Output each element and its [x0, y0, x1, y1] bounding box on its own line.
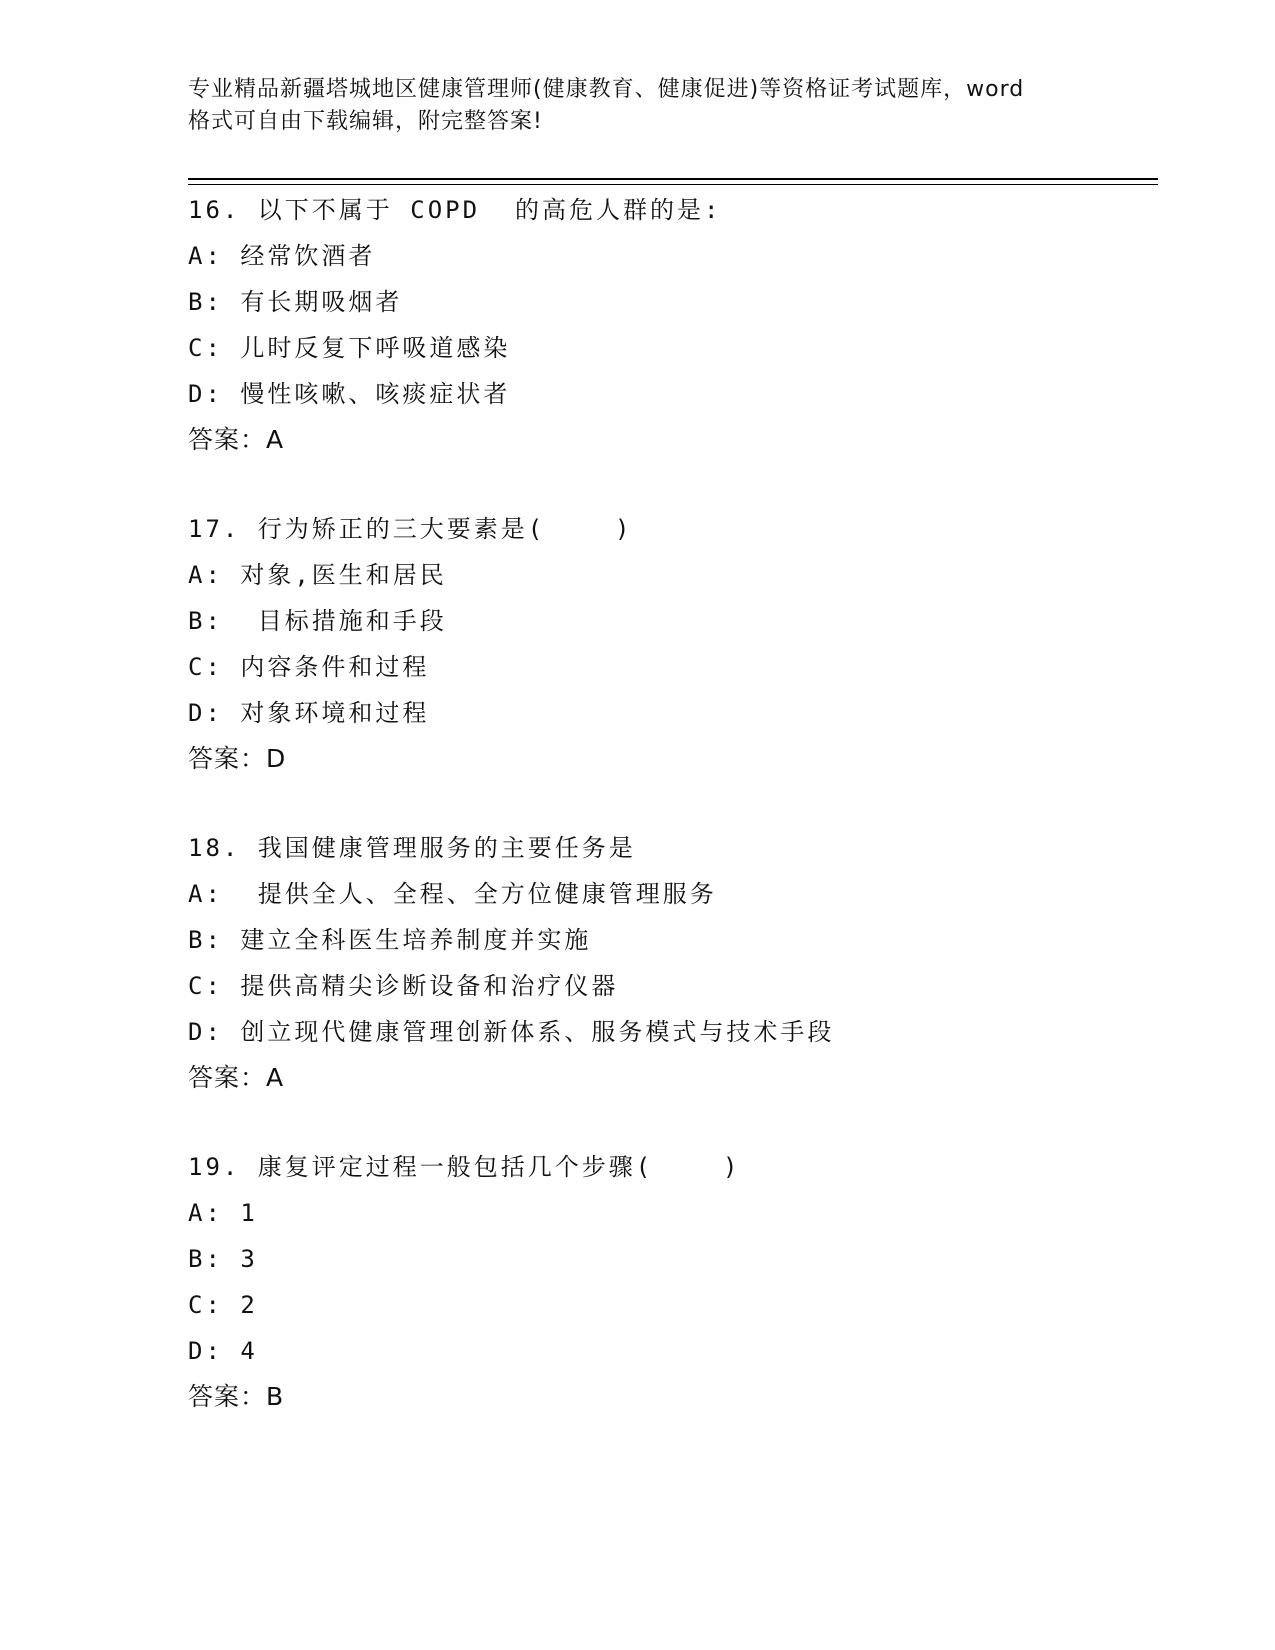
- question-stem: 16. 以下不属于 COPD 的高危人群的是:: [188, 196, 722, 224]
- answer-label: 答案：D: [188, 744, 287, 773]
- header-line-2: 格式可自由下载编辑，附完整答案!: [188, 109, 543, 134]
- question-stem: 19. 康复评定过程一般包括几个步骤( ): [188, 1153, 741, 1181]
- question-stem: 18. 我国健康管理服务的主要任务是: [188, 834, 636, 862]
- option-c: C: 内容条件和过程: [188, 653, 430, 681]
- option-a: A: 经常饮酒者: [188, 242, 376, 270]
- header-divider-thin: [188, 184, 1158, 185]
- header-divider-thick: [188, 178, 1158, 180]
- option-c: C: 2: [188, 1291, 258, 1319]
- option-a: A: 提供全人、全程、全方位健康管理服务: [188, 880, 717, 908]
- option-b: B: 目标措施和手段: [188, 607, 447, 635]
- option-d: D: 对象环境和过程: [188, 699, 430, 727]
- option-d: D: 创立现代健康管理创新体系、服务模式与技术手段: [188, 1018, 835, 1046]
- question-block-19: [188, 1144, 1148, 1420]
- option-c: C: 提供高精尖诊断设备和治疗仪器: [188, 972, 619, 1000]
- option-a: A: 1: [188, 1199, 258, 1227]
- question-block-16: [188, 187, 1148, 463]
- answer-label: 答案：B: [188, 1382, 285, 1411]
- option-d: D: 4: [188, 1337, 258, 1365]
- option-d: D: 慢性咳嗽、咳痰症状者: [188, 380, 511, 408]
- question-block-18: [188, 825, 1148, 1101]
- option-a: A: 对象,医生和居民: [188, 561, 447, 589]
- answer-label: 答案：A: [188, 1063, 285, 1092]
- question-stem: 17. 行为矫正的三大要素是( ): [188, 515, 633, 543]
- document-header: [188, 74, 1088, 138]
- option-c: C: 儿时反复下呼吸道感染: [188, 334, 511, 362]
- header-line-1: 专业精品新疆塔城地区健康管理师(健康教育、健康促进)等资格证考试题库，word: [188, 77, 1025, 102]
- question-block-17: [188, 506, 1148, 782]
- answer-label: 答案：A: [188, 425, 285, 454]
- option-b: B: 3: [188, 1245, 258, 1273]
- option-b: B: 有长期吸烟者: [188, 288, 403, 316]
- option-b: B: 建立全科医生培养制度并实施: [188, 926, 592, 954]
